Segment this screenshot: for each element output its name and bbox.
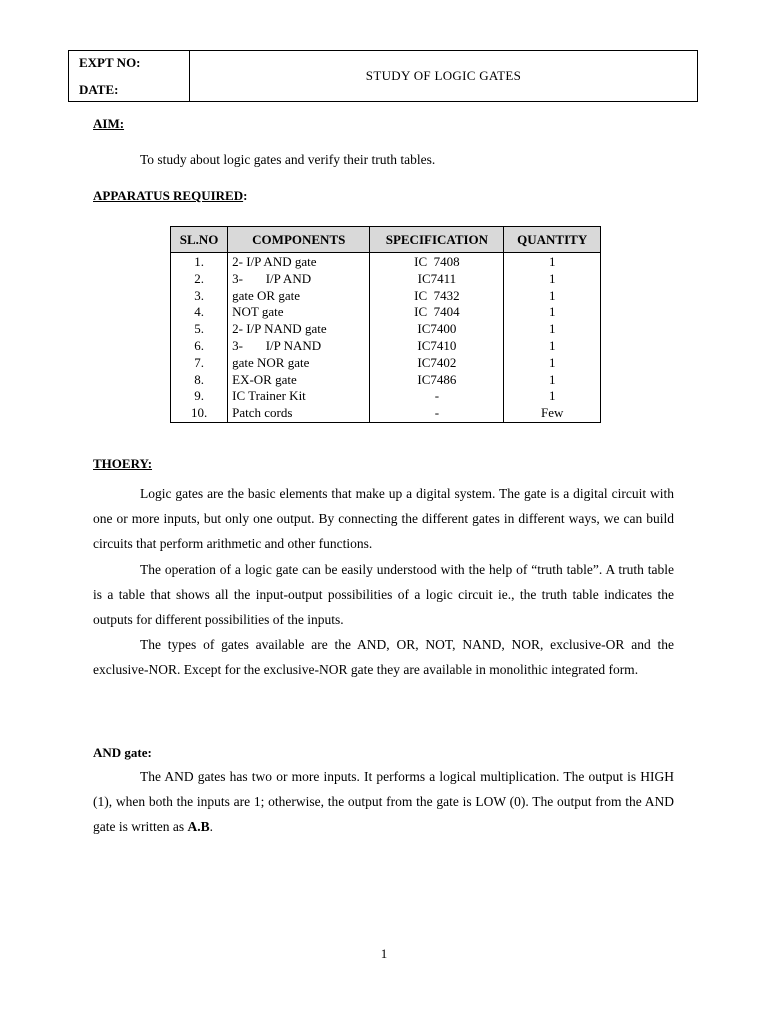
cell-component: 3- I/P NAND [228,338,370,355]
and-gate-heading: AND gate: [93,745,152,760]
cell-slno: 6. [171,338,228,355]
cell-quantity: 1 [504,355,601,372]
table-row [171,372,601,389]
cell-component: gate OR gate [228,288,370,305]
cell-specification: IC7411 [370,271,504,288]
and-gate-text: The AND gates has two or more inputs. It performs a logical multiplication. The output is HIGH (1), when both the inputs are 1; otherwise, the output from the gate is LOW (0). The output from the AND gate is written as [93,769,674,835]
cell-component: IC Trainer Kit [228,388,370,405]
and-gate-end: . [209,819,213,835]
cell-quantity: 1 [504,288,601,305]
theory-body [93,481,674,683]
cell-quantity: 1 [504,338,601,355]
table-row [171,355,601,372]
apparatus-table [170,226,601,423]
header-box [68,50,698,102]
column-header-quantity: QUANTITY [504,227,601,253]
date-label: DATE: [79,82,119,97]
aim-text [93,147,674,172]
cell-specification: IC 7432 [370,288,504,305]
column-header-components: COMPONENTS [228,227,370,253]
cell-specification: IC 7404 [370,304,504,321]
cell-slno: 8. [171,372,228,389]
cell-specification: - [370,405,504,422]
cell-specification: IC7486 [370,372,504,389]
and-gate-paragraph [93,764,674,840]
cell-specification: IC7400 [370,321,504,338]
cell-quantity: 1 [504,253,601,271]
cell-slno: 4. [171,304,228,321]
aim-paragraph: To study about logic gates and verify their truth tables. [140,152,436,167]
cell-component: 2- I/P NAND gate [228,321,370,338]
cell-quantity: 1 [504,372,601,389]
cell-slno: 5. [171,321,228,338]
theory-paragraph-3: The types of gates available are the AND, OR, NOT, NAND, NOR, exclusive-OR and the exclusive-NOR. Except for the exclusive-NOR gate they are available in monolithic integrated form. [93,637,674,678]
column-header-specification: SPECIFICATION [370,227,504,253]
cell-slno: 10. [171,405,228,422]
table-row [171,304,601,321]
and-gate-expression: A.B [187,819,210,835]
cell-component: NOT gate [228,304,370,321]
cell-component: Patch cords [228,405,370,422]
theory-paragraph-2: The operation of a logic gate can be easily understood with the help of “truth table”. A truth table is a table that shows all the input-output possibilities of a logic circuit ie., the truth table indicates the outputs for different possibilities of the inputs. [93,561,674,628]
cell-component: 3- I/P AND [228,271,370,288]
cell-quantity: 1 [504,321,601,338]
cell-specification: IC7410 [370,338,504,355]
expt-no-label: EXPT NO: [79,55,141,70]
cell-quantity: 1 [504,271,601,288]
table-row [171,253,601,271]
cell-quantity: Few [504,405,601,422]
cell-specification: IC7402 [370,355,504,372]
cell-quantity: 1 [504,388,601,405]
theory-paragraph-1: Logic gates are the basic elements that make up a digital system. The gate is a digital circuit with one or more inputs, but only one output. By connecting the different gates in different ways, we can build circuits that perform arithmetic and other functions. [93,486,674,552]
cell-component: EX-OR gate [228,372,370,389]
cell-slno: 7. [171,355,228,372]
cell-component: gate NOR gate [228,355,370,372]
cell-slno: 9. [171,388,228,405]
theory-heading: THOERY: [93,456,153,471]
apparatus-heading-colon: : [243,188,248,203]
cell-component: 2- I/P AND gate [228,253,370,271]
table-row [171,338,601,355]
table-row [171,388,601,405]
column-header-slno: SL.NO [171,227,228,253]
header-meta [69,51,190,101]
cell-quantity: 1 [504,304,601,321]
table-header-row [171,227,601,253]
aim-heading: AIM: [93,116,125,131]
cell-slno: 1. [171,253,228,271]
cell-specification: - [370,388,504,405]
table-row [171,288,601,305]
page-number: 1 [380,946,388,961]
table-row [171,321,601,338]
cell-slno: 3. [171,288,228,305]
cell-slno: 2. [171,271,228,288]
apparatus-heading-text: APPARATUS REQUIRED [93,188,244,203]
and-gate-body [93,764,674,840]
document-title: STUDY OF LOGIC GATES [365,68,522,83]
table-row [171,405,601,422]
table-row [171,271,601,288]
cell-specification: IC 7408 [370,253,504,271]
apparatus-heading [93,188,247,204]
